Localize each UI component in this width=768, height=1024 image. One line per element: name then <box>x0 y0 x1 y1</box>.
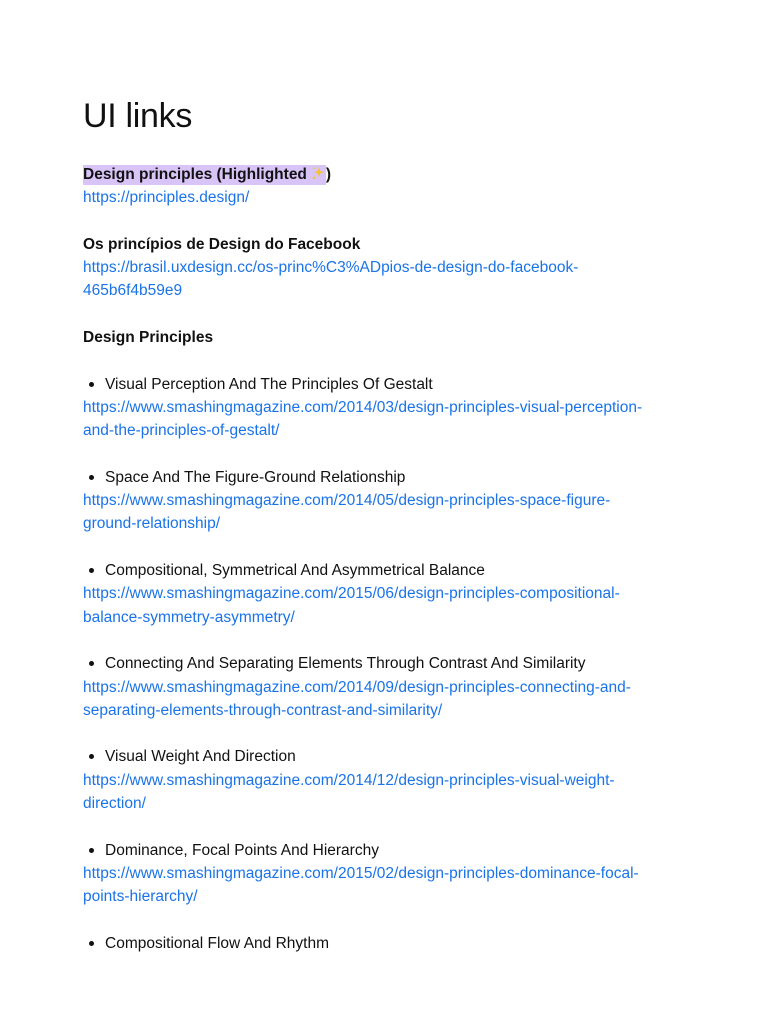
list-item-link[interactable] <box>83 862 704 909</box>
link-text: https://www.smashingmagazine.com/2014/09/design-principles-connecting-and- <box>83 678 631 696</box>
link-text: https://principles.design/ <box>83 189 250 207</box>
link-text: https://www.smashingmagazine.com/2014/05/design-principles-space-figure- <box>83 492 611 510</box>
list-item-link[interactable] <box>83 582 704 629</box>
section-heading-design-principles-list: Design Principles <box>83 329 214 347</box>
heading-text: Design principles (Highlighted <box>83 166 307 183</box>
spacer <box>83 815 704 838</box>
link-text: separating-elements-through-contrast-and-similarity/ <box>83 701 443 719</box>
list-item <box>83 652 704 675</box>
link-text: https://www.smashingmagazine.com/2015/06/design-principles-compositional- <box>83 585 620 603</box>
list-item-link[interactable] <box>83 489 704 536</box>
list-item-link[interactable] <box>83 676 704 723</box>
heading-suffix: ) <box>325 166 332 183</box>
list-item <box>83 932 704 955</box>
link-text: 465b6f4b59e9 <box>83 282 183 300</box>
bullet-icon <box>89 754 94 759</box>
list-item-label: Compositional Flow And Rhythm <box>105 934 329 952</box>
link-facebook-principles[interactable] <box>83 256 704 303</box>
spacer <box>83 722 704 745</box>
bullet-icon <box>89 848 94 853</box>
section-heading-design-principles <box>83 163 704 186</box>
list-item <box>83 466 704 489</box>
spacer <box>83 536 704 559</box>
list-item-label: Connecting And Separating Elements Through Contrast And Similarity <box>105 655 586 673</box>
bullet-icon <box>89 941 94 946</box>
bullet-icon <box>89 382 94 387</box>
link-text: https://www.smashingmagazine.com/2015/02/design-principles-dominance-focal- <box>83 864 639 882</box>
document-title: UI links <box>83 97 193 135</box>
spacer <box>83 629 704 652</box>
list-item-link[interactable] <box>83 396 704 443</box>
spacer <box>83 443 704 466</box>
section-heading-facebook: Os princípios de Design do Facebook <box>83 235 361 253</box>
link-text: direction/ <box>83 795 146 813</box>
list-item-label: Visual Weight And Direction <box>105 748 296 766</box>
link-text: https://www.smashingmagazine.com/2014/03/design-principles-visual-perception- <box>83 398 643 416</box>
spacer <box>83 303 704 326</box>
list-item-label: Dominance, Focal Points And Hierarchy <box>105 841 379 859</box>
link-text: https://brasil.uxdesign.cc/os-princ%C3%ADpios-de-design-do-facebook- <box>83 259 579 277</box>
spacer <box>83 909 704 932</box>
link-text: and-the-principles-of-gestalt/ <box>83 422 280 440</box>
highlighted-text <box>83 165 326 185</box>
list-item-label: Compositional, Symmetrical And Asymmetrical Balance <box>105 562 485 580</box>
link-text: points-hierarchy/ <box>83 888 198 906</box>
list-item <box>83 373 704 396</box>
spacer <box>83 210 704 233</box>
link-text: https://www.smashingmagazine.com/2014/12/design-principles-visual-weight- <box>83 771 615 789</box>
bullet-icon <box>89 475 94 480</box>
spacer <box>83 349 704 372</box>
list-item-label: Visual Perception And The Principles Of Gestalt <box>105 375 433 393</box>
bullet-icon <box>89 661 94 666</box>
bullet-icon <box>89 568 94 573</box>
list-item-link[interactable] <box>83 769 704 816</box>
list-item <box>83 559 704 582</box>
sparkles-icon <box>311 166 325 180</box>
list-item <box>83 839 704 862</box>
link-text: balance-symmetry-asymmetry/ <box>83 608 295 626</box>
list-item-label: Space And The Figure-Ground Relationship <box>105 468 406 486</box>
link-principles-design[interactable] <box>83 186 704 209</box>
list-item <box>83 745 704 768</box>
link-text: ground-relationship/ <box>83 515 221 533</box>
